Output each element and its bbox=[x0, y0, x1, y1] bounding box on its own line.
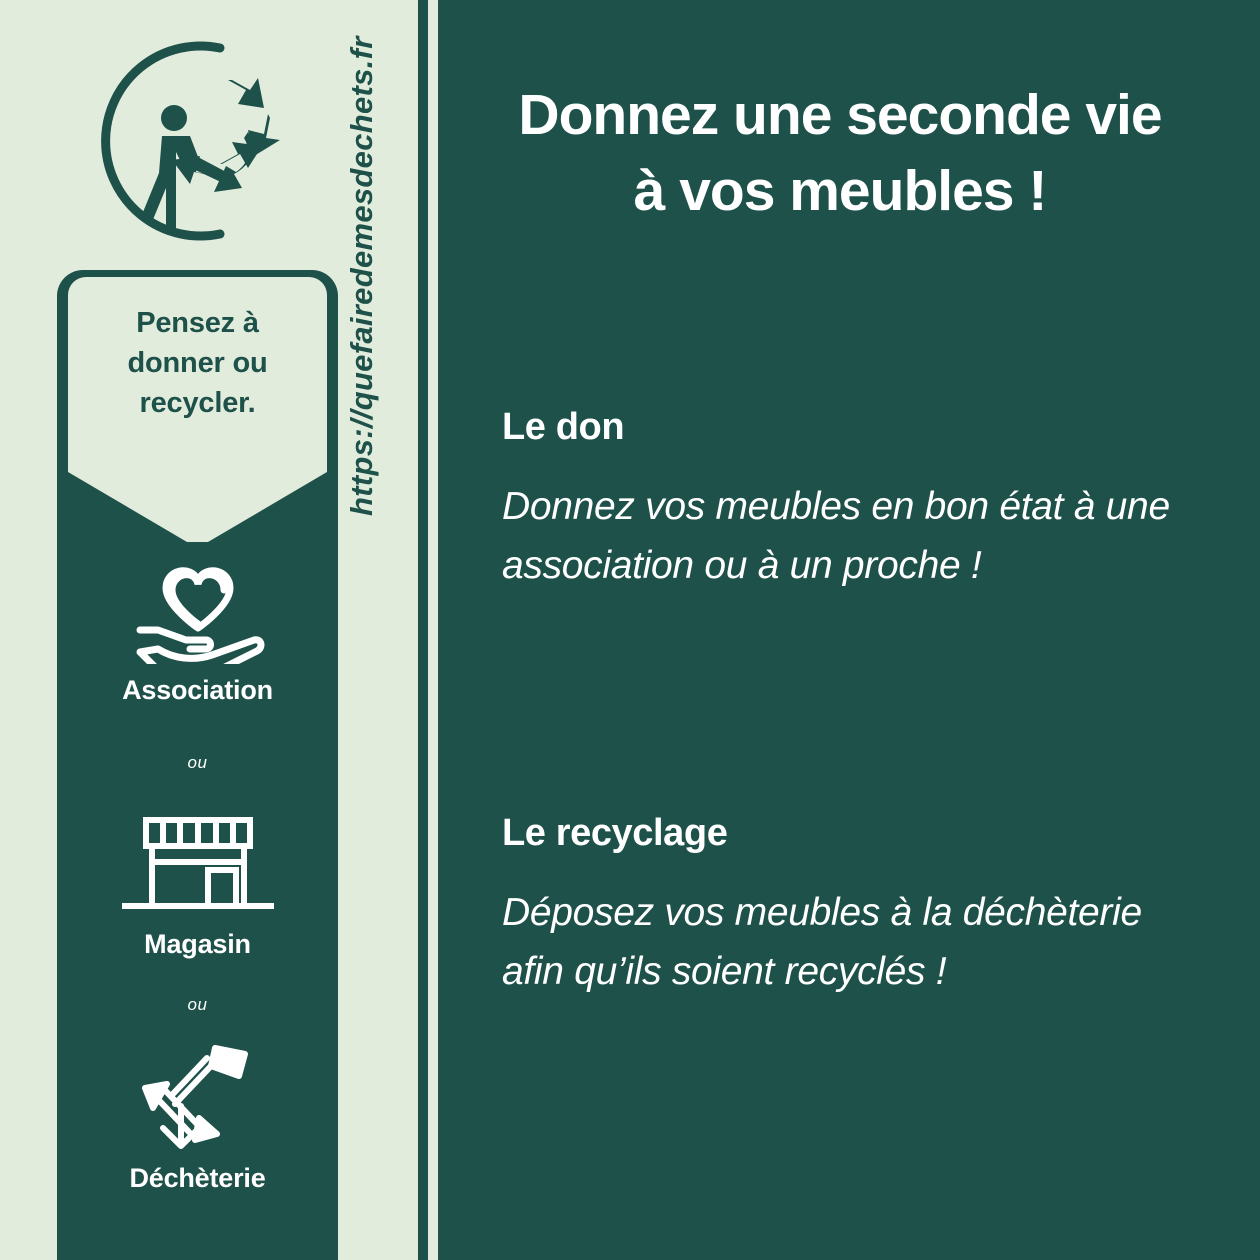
section-title: Le don bbox=[502, 406, 625, 448]
connector-ou-1: ou bbox=[187, 753, 208, 772]
section-title: Le recyclage bbox=[502, 812, 728, 854]
section-le-don bbox=[502, 406, 1202, 596]
advice-bubble-pointer bbox=[68, 470, 327, 542]
panel-divider bbox=[418, 0, 428, 1260]
advice-line-1: Pensez à bbox=[136, 307, 259, 339]
page-title bbox=[440, 78, 1240, 230]
section-le-recyclage bbox=[502, 812, 1202, 1002]
sidebar-step-association bbox=[57, 552, 338, 706]
sidebar-step-magasin bbox=[57, 806, 338, 960]
website-url[interactable]: https://quefairedemesdechets.fr bbox=[344, 36, 379, 516]
advice-line-3: recycler. bbox=[139, 387, 256, 420]
advice-bubble-text bbox=[68, 303, 327, 423]
panel-divider-gap bbox=[428, 0, 438, 1260]
page-title-line-1: Donnez une seconde vie bbox=[518, 83, 1162, 147]
sidebar-step-label: Déchèterie bbox=[129, 1163, 266, 1193]
sidebar-step-label: Association bbox=[122, 675, 273, 705]
connector-ou-2: ou bbox=[187, 995, 208, 1014]
recycling-center-arrows-icon bbox=[57, 1040, 338, 1157]
section-body: Donnez vos meubles en bon état à une association ou à un proche ! bbox=[502, 485, 1170, 588]
shop-storefront-icon bbox=[57, 806, 338, 923]
hand-heart-icon bbox=[57, 552, 338, 669]
section-body: Déposez vos meubles à la déchèterie afin qu’ils soient recyclés ! bbox=[502, 891, 1142, 994]
advice-line-2: donner ou bbox=[127, 347, 268, 380]
person-recycling-furniture-icon bbox=[100, 36, 296, 246]
sidebar-step-decheterie bbox=[57, 1040, 338, 1194]
sidebar-step-label: Magasin bbox=[144, 929, 251, 959]
page-title-line-2: à vos meubles ! bbox=[633, 158, 1047, 223]
